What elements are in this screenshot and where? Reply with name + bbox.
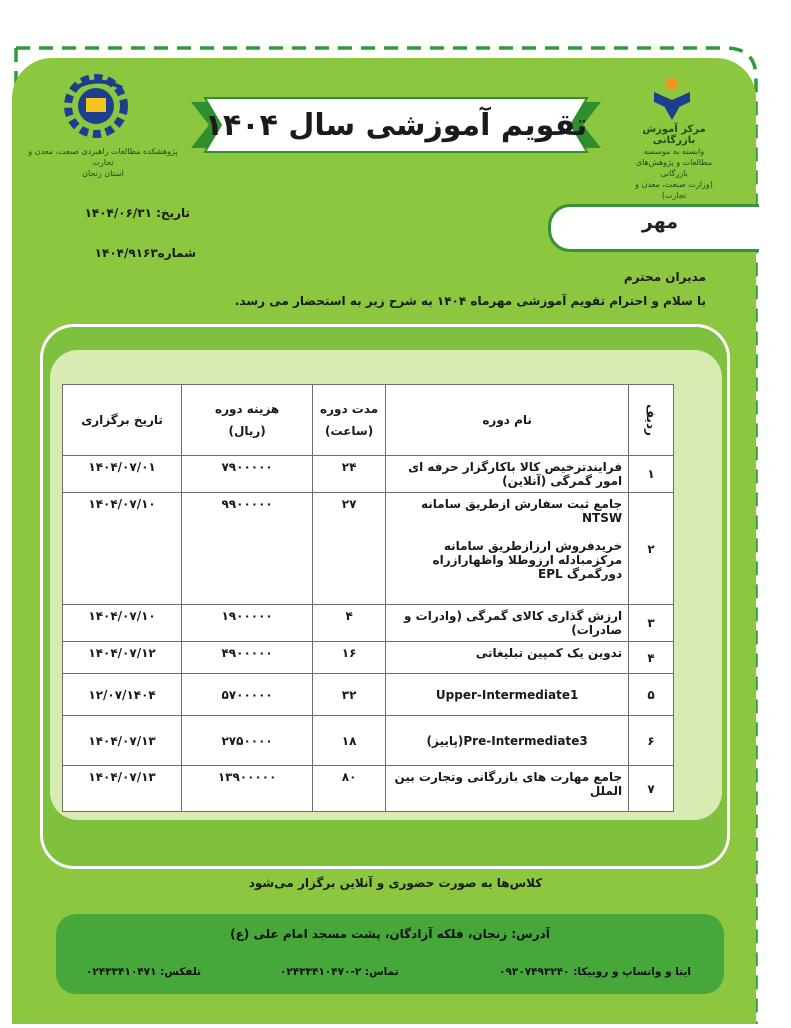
greeting-title: مدیران محترم: [623, 270, 706, 284]
left-logo-caption: پژوهشکده مطالعات راهبردی صنعت، معدن و تجارت استان زنجان: [28, 147, 178, 178]
right-logo-caption: مرکز آموزش بازرگانی وابسته به موسسه مطالعات و پژوهش‌های بازرگانی (وزارت صنعت، معدن و تجارت): [635, 124, 713, 200]
footer-bar: [56, 914, 724, 994]
table-row: [63, 456, 674, 493]
greeting-body: با سلام و احترام تقویم آموزشی مهرماه ۱۴۰۴ به شرح زیر به استحضار می رسد.: [234, 294, 706, 308]
course-duration: ۱۸: [313, 716, 386, 766]
footer-phone: تماس: ۲-۰۲۴۳۳۴۱۰۴۷۰: [280, 966, 399, 978]
row-number: ۶: [629, 716, 674, 766]
table-row: [63, 766, 674, 812]
footer-address: آدرس: زنجان، فلکه آزادگان، پشت مسجد امام علی (ع): [230, 927, 550, 941]
course-name: جامع ثبت سفارش ازطریق سامانه NTSW خریدفروش ارزازطریق سامانه مرکزمبادله ارزوطلا واظهارازراه دورگمرگ EPL: [386, 493, 629, 605]
course-cost: ۱۹۰۰۰۰۰: [182, 605, 313, 642]
course-date: ۱۴۰۴/۰۷/۱۳: [63, 716, 182, 766]
month-label: مهر: [641, 211, 679, 233]
course-name: فرایندترخیص کالا باکارگزار حرفه ای امور گمرگی (آنلاین): [386, 456, 629, 493]
row-number: ۱: [629, 456, 674, 493]
table-row: [63, 674, 674, 716]
course-cost: ۹۹۰۰۰۰۰: [182, 493, 313, 605]
row-number: ۵: [629, 674, 674, 716]
course-name: تدوین یک کمپین تبلیغاتی: [386, 642, 629, 674]
course-cost: ۷۹۰۰۰۰۰: [182, 456, 313, 493]
course-name: جامع مهارت های بازرگانی وتجارت بین الملل: [386, 766, 629, 812]
header-course-name: نام دوره: [386, 385, 629, 456]
course-duration: ۳۲: [313, 674, 386, 716]
number-line: [60, 246, 196, 260]
attendance-note: کلاس‌ها به صورت حضوری و آنلاین برگزار می‌شود: [248, 876, 543, 890]
row-number: ۳: [629, 605, 674, 642]
header-date: تاریخ برگزاری: [63, 385, 182, 456]
course-date: ۱۲/۰۷/۱۴۰۴: [63, 674, 182, 716]
table-header-row: [63, 385, 674, 456]
table-row: [63, 493, 674, 605]
row-number: ۴: [629, 642, 674, 674]
course-duration: ۴: [313, 605, 386, 642]
header-cost: هزینه دوره (ریال): [182, 385, 313, 456]
course-cost: ۵۷۰۰۰۰۰: [182, 674, 313, 716]
course-cost: ۴۹۰۰۰۰۰: [182, 642, 313, 674]
header-row-number: ردیف: [629, 385, 674, 456]
course-table: [62, 384, 674, 812]
course-duration: ۲۷: [313, 493, 386, 605]
row-number: ۲: [629, 493, 674, 605]
table-row: [63, 716, 674, 766]
course-date: ۱۴۰۴/۰۷/۱۲: [63, 642, 182, 674]
person-book-logo-icon: [650, 76, 694, 122]
course-duration: ۸۰: [313, 766, 386, 812]
course-name: Upper-Intermediate1: [386, 674, 629, 716]
course-cost: ۱۳۹۰۰۰۰۰: [182, 766, 313, 812]
date-value: ۱۴۰۴/۰۶/۳۱: [84, 206, 152, 220]
course-date: ۱۴۰۴/۰۷/۱۰: [63, 493, 182, 605]
course-date: ۱۴۰۴/۰۷/۱۰: [63, 605, 182, 642]
course-duration: ۱۶: [313, 642, 386, 674]
number-label: شماره: [157, 246, 196, 260]
table-row: [63, 642, 674, 674]
header-duration: مدت دوره (ساعت): [313, 385, 386, 456]
table-row: [63, 605, 674, 642]
row-number: ۷: [629, 766, 674, 812]
course-name: Pre-Intermediate3(پاییز): [386, 716, 629, 766]
course-date: ۱۴۰۴/۰۷/۰۱: [63, 456, 182, 493]
date-line: [60, 206, 190, 220]
course-name: ارزش گذاری کالای گمرگی (وادرات و صادرات): [386, 605, 629, 642]
footer-whatsapp: ایتا و واتساپ و روبیکا: ۰۹۳۰۷۴۹۳۲۴۰: [499, 966, 691, 978]
gear-globe-logo-icon: [52, 70, 140, 142]
course-cost: ۲۷۵۰۰۰۰: [182, 716, 313, 766]
number-value: ۱۴۰۴/۹۱۶۳: [94, 246, 158, 260]
date-label: تاریخ:: [156, 206, 190, 220]
page-title: تقویم آموزشی سال ۱۴۰۴: [204, 107, 588, 143]
course-date: ۱۴۰۴/۰۷/۱۳: [63, 766, 182, 812]
course-duration: ۲۴: [313, 456, 386, 493]
footer-fax: تلفکس: ۰۲۴۳۳۴۱۰۴۷۱: [86, 966, 202, 978]
